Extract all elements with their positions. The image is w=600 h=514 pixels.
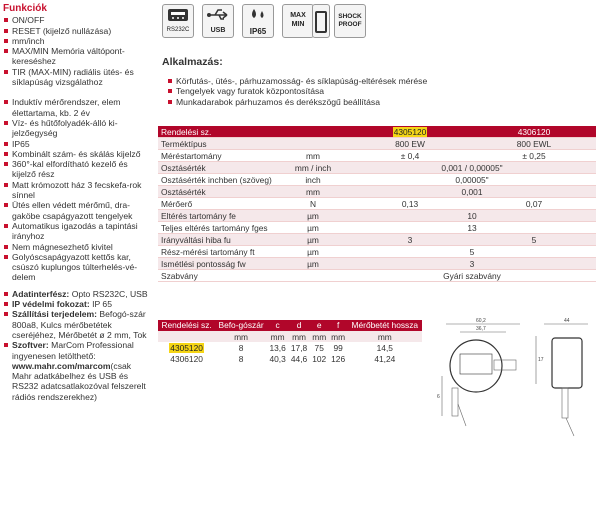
- spec-unit: µm: [278, 210, 348, 222]
- unit-cell: mm: [288, 331, 309, 342]
- cell: 8: [238, 342, 244, 353]
- dims-header-shank: Befo-gószár: [215, 320, 267, 331]
- spec-row: [158, 222, 596, 234]
- application-item: Munkadarabok párhuzamos és derékszögű beállítása: [168, 97, 428, 107]
- applications-title: Alkalmazás:: [162, 56, 223, 68]
- spec-row: [158, 174, 596, 186]
- feature-item: Golyóscsapágyazott kettős kar, csúszó kuplungos túlterhelés-vé-delem: [3, 252, 151, 283]
- features-list: [3, 15, 151, 402]
- spec-value: 0,00005": [348, 174, 596, 186]
- feature-item: Víz- és hűtőfolyadék-álló ki-jelzőegység: [3, 118, 151, 139]
- cell: 102: [312, 353, 327, 364]
- spec-value: Gyári szabvány: [348, 270, 596, 282]
- cell: 75: [314, 342, 324, 353]
- dimensions-table: [158, 320, 422, 364]
- spec-row: [158, 186, 596, 198]
- spec-unit: mm: [278, 186, 348, 198]
- spec-table-body: [158, 138, 596, 282]
- dims-header-d: d: [288, 320, 309, 331]
- cell: 126: [331, 353, 346, 364]
- order-no-cell: [158, 342, 215, 353]
- cell: 41,24: [374, 353, 396, 364]
- spec-value: 5: [348, 246, 596, 258]
- spec-label: Osztásérték: [158, 162, 278, 174]
- spec-row: [158, 198, 596, 210]
- memory-icon: [312, 4, 330, 38]
- cell: 14,5: [376, 342, 393, 353]
- spec-value: 3: [348, 234, 472, 246]
- spec-row: [158, 162, 596, 174]
- dims-header-f: f: [329, 320, 348, 331]
- rs232c-label: RS232C: [166, 27, 190, 33]
- unit-cell: mm: [267, 331, 288, 342]
- unit-cell: mm: [215, 331, 267, 342]
- dim-label-6: 6: [437, 394, 440, 400]
- spec-label: Eltérés tartomány fe: [158, 210, 278, 222]
- feature-item: Szállítási terjedelem: Befogó-szár 800a8, Kulcs mérőbetétek cseréjéhez, Mérőbetét ø 2 mm, Tok: [3, 309, 151, 340]
- dimensions-row: [158, 353, 422, 364]
- spec-label: Teljes eltérés tartomány fges: [158, 222, 278, 234]
- spec-unit: inch: [278, 174, 348, 186]
- spec-header-col1: [348, 126, 472, 138]
- spec-unit: [278, 270, 348, 282]
- cell: 99: [333, 342, 343, 353]
- spec-label: Méréstartomány: [158, 150, 278, 162]
- features-column: [3, 4, 151, 402]
- feature-item: RESET (kijelző nullázása): [3, 26, 151, 36]
- spec-header-order-no: Rendelési sz.: [158, 126, 278, 138]
- max-min-label: MAX MIN: [290, 12, 306, 28]
- feature-item: IP védelmi fokozat: IP 65: [3, 299, 151, 309]
- applications-list: [168, 76, 428, 107]
- unit-cell: [158, 331, 215, 342]
- cell: 40,3: [269, 353, 286, 364]
- cell: 17,8: [290, 342, 308, 353]
- spec-unit: mm / inch: [278, 162, 348, 174]
- order-no: 4305120: [170, 342, 203, 353]
- feature-item: Matt krómozott ház 3 fecskefa-rok sínnel: [3, 180, 151, 201]
- feature-item: MAX/MIN Memória váltópont-kereséshez: [3, 46, 151, 67]
- dimensions-row: [158, 342, 422, 353]
- spec-header-4306120: 4306120: [472, 126, 596, 138]
- spec-header-4305120: 4305120: [393, 126, 427, 137]
- spec-unit: µm: [278, 246, 348, 258]
- spec-unit: mm: [278, 150, 348, 162]
- spec-label: Osztásérték inchben (szöveg): [158, 174, 278, 186]
- feature-item: Kombinált szám- és skálás kijelző: [3, 149, 151, 159]
- feature-item: mm/inch: [3, 36, 151, 46]
- spec-value: 10: [348, 210, 596, 222]
- spec-label: Irányváltási hiba fu: [158, 234, 278, 246]
- spec-value: 0,001 / 0,00005": [348, 162, 596, 174]
- spec-header-unit: [278, 126, 348, 138]
- ip65-icon: [242, 4, 274, 38]
- rs232c-icon: [162, 4, 194, 38]
- application-item: Tengelyek vagy furatok központosítása: [168, 86, 428, 96]
- technical-drawing: [436, 316, 596, 446]
- spec-value: 800 EWL: [472, 138, 596, 150]
- spec-row: [158, 270, 596, 282]
- spec-table: [158, 126, 596, 282]
- ip65-label: IP65: [249, 27, 267, 36]
- spec-row: [158, 234, 596, 246]
- spec-label: Rész-mérési tartomány ft: [158, 246, 278, 258]
- feature-item: IP65: [3, 139, 151, 149]
- spec-value: 3: [348, 258, 596, 270]
- spec-label: Szabvány: [158, 270, 278, 282]
- dims-header-e: e: [310, 320, 329, 331]
- unit-cell: mm: [310, 331, 329, 342]
- spec-label: Ismétlési pontosság fw: [158, 258, 278, 270]
- spec-row: [158, 258, 596, 270]
- spec-label: Mérőerő: [158, 198, 278, 210]
- spec-value: ± 0,25: [472, 150, 596, 162]
- spec-unit: N: [278, 198, 348, 210]
- unit-cell: mm: [329, 331, 348, 342]
- dimensions-header: [158, 320, 422, 331]
- feature-item: Ütés ellen védett mérőmű, dra-gaköbe csapágyazott tengelyek: [3, 200, 151, 221]
- spec-row: [158, 246, 596, 258]
- dim-label-36-7: 36,7: [476, 326, 486, 332]
- unit-cell: mm: [348, 331, 422, 342]
- spec-value: 0,07: [472, 198, 596, 210]
- spec-unit: µm: [278, 258, 348, 270]
- feature-item: Adatinterfész: Opto RS232C, USB: [3, 289, 151, 299]
- dim-label-17: 17: [538, 357, 544, 363]
- spec-table-header: [158, 126, 596, 138]
- spec-unit: µm: [278, 234, 348, 246]
- max-min-icon: [282, 4, 314, 38]
- usb-label: USB: [210, 27, 226, 34]
- cell: 8: [238, 353, 244, 364]
- dims-header-insert-length: Mérőbetét hossza: [348, 320, 422, 331]
- usb-icon: [202, 4, 234, 38]
- spec-value: 800 EW: [348, 138, 472, 150]
- spec-value: 0,001: [348, 186, 596, 198]
- spec-unit: µm: [278, 222, 348, 234]
- feature-item: Szoftver: MarCom Professional ingyenesen letölthető: www.mahr.com/marcom(csak Mahr adatkábelhez és USB és RS232 adatcsatlakozóval felszerelt rádiós rendszerekhez): [3, 340, 151, 402]
- dims-header-order-no: Rendelési sz.: [158, 320, 215, 331]
- spec-row: [158, 210, 596, 222]
- spec-row: [158, 138, 596, 150]
- feature-item: TIR (MAX-MIN) radiális ütés- és síklapúság vizsgálathoz: [3, 67, 151, 88]
- spec-label: Terméktípus: [158, 138, 278, 150]
- spec-unit: [278, 138, 348, 150]
- cell: 13,6: [269, 342, 286, 353]
- spec-row: [158, 150, 596, 162]
- dim-label-60-2: 60,2: [476, 318, 486, 324]
- feature-item: Induktív mérőrendszer, elem élettartama, kb. 2 év: [3, 97, 151, 118]
- features-title: Funkciók: [3, 3, 47, 14]
- dim-label-44: 44: [564, 318, 570, 324]
- application-item: Körfutás-, ütés-, párhuzamosság- és síklapúság-eltérések mérése: [168, 76, 428, 86]
- feature-item: Nem mágnesezhető kivitel: [3, 242, 151, 252]
- dimensions-units-row: [158, 331, 422, 342]
- dims-header-c: c: [267, 320, 288, 331]
- spec-value: 0,13: [348, 198, 472, 210]
- feature-item: ON/OFF: [3, 15, 151, 25]
- cell: 44,6: [290, 353, 308, 364]
- spec-value: 5: [472, 234, 596, 246]
- feature-item: 360°-kal elfordítható kezelő és kijelző rész: [3, 159, 151, 180]
- feature-item: Automatikus igazodás a tapintási irányhoz: [3, 221, 151, 242]
- spec-value: ± 0,4: [348, 150, 472, 162]
- shock-proof-icon: [334, 4, 366, 38]
- shock-proof-label: SHOCK PROOF: [338, 13, 362, 28]
- spec-value: 13: [348, 222, 596, 234]
- spec-label: Osztásérték: [158, 186, 278, 198]
- order-no: 4306120: [170, 353, 203, 364]
